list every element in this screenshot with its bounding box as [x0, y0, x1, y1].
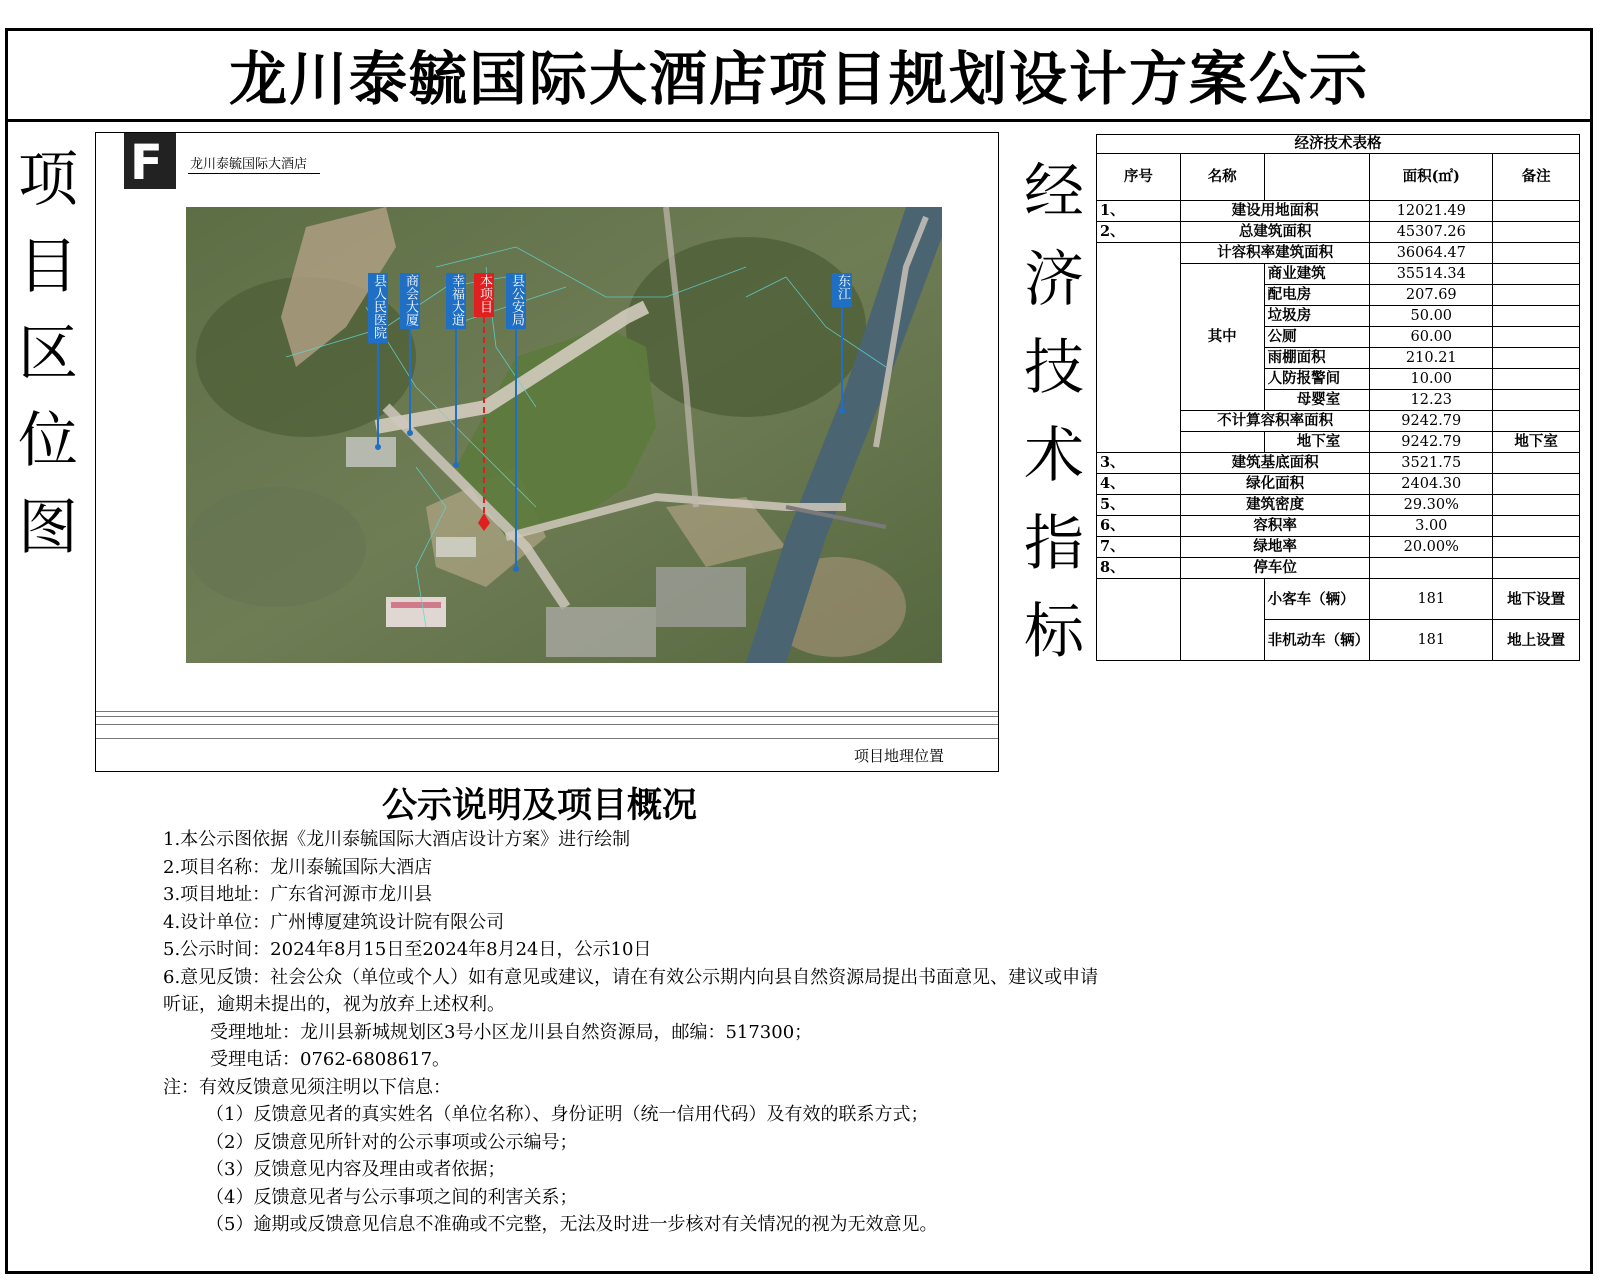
- note-line: （4）反馈意见者与公示事项之间的利害关系；: [206, 1186, 578, 1208]
- left-vertical-char: 目: [18, 232, 78, 302]
- table-row: [1097, 201, 1580, 222]
- cell-sub: 母婴室: [1264, 390, 1370, 411]
- cell-no: 1、: [1097, 201, 1181, 222]
- cell-name: 容积率: [1180, 516, 1370, 537]
- cell-note: [1493, 222, 1580, 243]
- table-header-row: [1097, 154, 1580, 201]
- aerial-map: [186, 207, 942, 663]
- cell-area: 29.30%: [1370, 495, 1493, 516]
- note-line: 2.项目名称：龙川泰毓国际大酒店: [163, 856, 433, 878]
- marker-label-dongjiang: 东江: [835, 274, 850, 300]
- table-row: [1097, 516, 1580, 537]
- note-line: 受理电话：0762-6808617。: [210, 1049, 451, 1070]
- left-vertical-char: 项: [18, 145, 78, 215]
- cell-note: [1493, 516, 1580, 537]
- cell-sub: 小客车（辆）: [1264, 579, 1370, 620]
- cell-no: 2、: [1097, 222, 1181, 243]
- building-block: [386, 597, 446, 627]
- right-vertical-char: 标: [1024, 597, 1084, 667]
- cell-name: 绿地率: [1180, 537, 1370, 558]
- cell-note: [1493, 348, 1580, 369]
- table-row: [1097, 558, 1580, 579]
- right-vertical-char: 指: [1024, 509, 1084, 579]
- cell-blank: [1097, 579, 1181, 661]
- cell-note: 地下设置: [1493, 579, 1580, 620]
- cell-note: [1493, 201, 1580, 222]
- cell-sub: 商业建筑: [1264, 264, 1370, 285]
- header-note: 备注: [1493, 154, 1580, 201]
- cell-no: 7、: [1097, 537, 1181, 558]
- map-project-label: 龙川泰毓国际大酒店: [190, 157, 308, 172]
- note-line: 注：有效反馈意见须注明以下信息：: [163, 1076, 451, 1098]
- marker-label-police: 县公安局: [509, 274, 524, 326]
- cell-area: 207.69: [1370, 285, 1493, 306]
- cell-area: 36064.47: [1370, 243, 1493, 264]
- cell-note: 地上设置: [1493, 620, 1580, 661]
- table-row: [1097, 243, 1580, 264]
- right-vertical-title: [1024, 157, 1084, 690]
- location-map-panel: [95, 132, 999, 772]
- map-frame-lines: [96, 711, 998, 725]
- cell-area: 45307.26: [1370, 222, 1493, 243]
- cell-note: [1493, 558, 1580, 579]
- cell-name: 停车位: [1180, 558, 1370, 579]
- note-line: （1）反馈意见者的真实姓名（单位名称）、身份证明（统一信用代码）及有效的联系方式；: [206, 1104, 929, 1125]
- cell-no: 6、: [1097, 516, 1181, 537]
- cell-name: 不计算容积率面积: [1180, 411, 1370, 432]
- cell-area: 181: [1370, 620, 1493, 661]
- cell-note: [1493, 474, 1580, 495]
- cell-name: 计容积率建筑面积: [1180, 243, 1370, 264]
- cell-area: 210.21: [1370, 348, 1493, 369]
- cell-area: 2404.30: [1370, 474, 1493, 495]
- cell-area: 20.00%: [1370, 537, 1493, 558]
- marker-label-xingfu: 幸福大道: [449, 274, 464, 326]
- table-row: [1097, 453, 1580, 474]
- table-row: [1097, 495, 1580, 516]
- cell-name: 绿化面积: [1180, 474, 1370, 495]
- note-line: （5）逾期或反馈意见信息不准确或不完整，无法及时进一步核对有关情况的视为无效意见。: [206, 1214, 938, 1235]
- note-line: 受理地址：龙川县新城规划区3号小区龙川县自然资源局，邮编：517300；: [210, 1021, 813, 1043]
- cell-no: 3、: [1097, 453, 1181, 474]
- building-block: [656, 567, 746, 627]
- header-blank: [1264, 154, 1370, 201]
- notes-block: [163, 826, 1343, 1239]
- cell-sub: 垃圾房: [1264, 306, 1370, 327]
- note-line: 4.设计单位：广州博厦建筑设计院有限公司: [163, 911, 505, 933]
- note-line: 6.意见反馈：社会公众（单位或个人）如有意见或建议，请在有效公示期内向县自然资源局提出书面意见、建议或申请: [163, 966, 1099, 988]
- cell-note: [1493, 327, 1580, 348]
- cell-no-empty: [1097, 243, 1181, 453]
- marker-label-chamber: 商会大厦: [403, 274, 418, 326]
- cell-no: 5、: [1097, 495, 1181, 516]
- table-caption-row: [1097, 135, 1580, 154]
- cell-sub: 地下室: [1264, 432, 1370, 453]
- cell-area: 50.00: [1370, 306, 1493, 327]
- cell-no: 4、: [1097, 474, 1181, 495]
- table-row: [1097, 579, 1580, 620]
- section-title: 公示说明及项目概况: [382, 786, 698, 826]
- table-row: [1097, 537, 1580, 558]
- cell-group: 其中: [1180, 264, 1264, 411]
- map-bottom-rule: [96, 738, 998, 739]
- cell-area: 9242.79: [1370, 411, 1493, 432]
- header-area: 面积(㎡): [1370, 154, 1493, 201]
- note-line: 听证，逾期未提出的，视为放弃上述权利。: [163, 994, 505, 1015]
- econ-tech-table: [1096, 134, 1580, 661]
- building-block: [436, 537, 476, 557]
- cell-name: 建筑密度: [1180, 495, 1370, 516]
- cell-note: [1493, 264, 1580, 285]
- left-vertical-char: 区: [18, 319, 78, 389]
- map-label-underline: [188, 173, 320, 174]
- right-vertical-char: 术: [1024, 421, 1084, 491]
- cell-sub: 非机动车（辆）: [1264, 620, 1370, 661]
- cell-blank: [1180, 579, 1264, 661]
- cell-no: 8、: [1097, 558, 1181, 579]
- cell-area: 12021.49: [1370, 201, 1493, 222]
- cell-note: [1493, 411, 1580, 432]
- building-block: [546, 607, 656, 657]
- cell-area: 3.00: [1370, 516, 1493, 537]
- marker-label-hospital: 县人民医院: [371, 274, 386, 339]
- note-line: （3）反馈意见内容及理由或者依据；: [206, 1159, 506, 1180]
- header-no: 序号: [1097, 154, 1181, 201]
- cell-area: [1370, 558, 1493, 579]
- cell-note: [1493, 495, 1580, 516]
- cell-area: 9242.79: [1370, 432, 1493, 453]
- hill: [626, 237, 866, 417]
- left-vertical-char: 位: [18, 406, 78, 476]
- cell-area: 3521.75: [1370, 453, 1493, 474]
- cell-note: [1493, 453, 1580, 474]
- cell-area: 35514.34: [1370, 264, 1493, 285]
- cell-note: [1493, 390, 1580, 411]
- right-vertical-char: 经: [1024, 157, 1084, 227]
- note-line: 3.项目地址：广东省河源市龙川县: [163, 884, 433, 905]
- marker-label-project: 本项目: [477, 274, 492, 313]
- title-bar: [5, 28, 1593, 122]
- building-block: [391, 602, 441, 608]
- left-vertical-title: [18, 145, 78, 585]
- building-block: [346, 437, 396, 467]
- cell-area: 60.00: [1370, 327, 1493, 348]
- cell-name: 总建筑面积: [1180, 222, 1370, 243]
- firm-logo-letter: F: [130, 135, 163, 191]
- right-vertical-char: 技: [1024, 333, 1084, 403]
- map-caption: 项目地理位置: [853, 747, 944, 765]
- cell-blank: [1180, 432, 1264, 453]
- note-line: 5.公示时间：2024年8月15日至2024年8月24日，公示10日: [163, 939, 652, 960]
- table-row: [1097, 222, 1580, 243]
- cell-note: [1493, 306, 1580, 327]
- table-row: [1097, 474, 1580, 495]
- note-line: 1.本公示图依据《龙川泰毓国际大酒店设计方案》进行绘制: [163, 829, 631, 850]
- cell-name: 建筑基底面积: [1180, 453, 1370, 474]
- cell-name: 建设用地面积: [1180, 201, 1370, 222]
- note-line: （2）反馈意见所针对的公示事项或公示编号；: [206, 1131, 578, 1153]
- cell-sub: 公厕: [1264, 327, 1370, 348]
- left-vertical-char: 图: [18, 493, 78, 563]
- cell-note: [1493, 285, 1580, 306]
- page-title: 龙川泰毓国际大酒店项目规划设计方案公示: [228, 44, 1369, 113]
- table-caption: 经济技术表格: [1097, 135, 1580, 154]
- right-vertical-char: 济: [1024, 245, 1084, 315]
- cell-sub: 雨棚面积: [1264, 348, 1370, 369]
- cell-note: [1493, 537, 1580, 558]
- header-name: 名称: [1180, 154, 1264, 201]
- cell-sub: 配电房: [1264, 285, 1370, 306]
- cell-sub: 人防报警间: [1264, 369, 1370, 390]
- hill: [186, 487, 366, 607]
- cell-area: 12.23: [1370, 390, 1493, 411]
- cell-note: [1493, 243, 1580, 264]
- cell-note: 地下室: [1493, 432, 1580, 453]
- cell-note: [1493, 369, 1580, 390]
- cell-area: 10.00: [1370, 369, 1493, 390]
- cell-area: 181: [1370, 579, 1493, 620]
